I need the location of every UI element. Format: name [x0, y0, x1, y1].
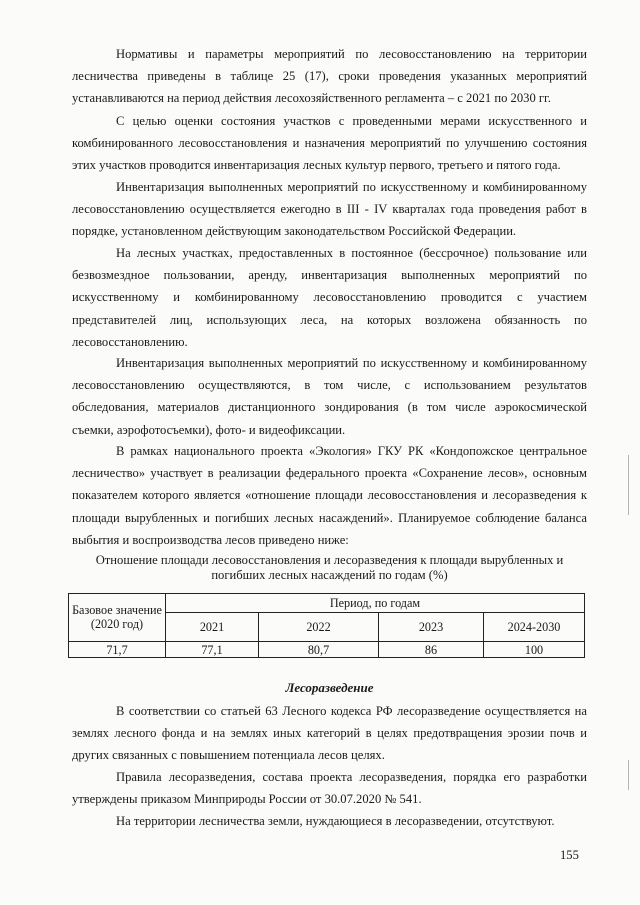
- scan-margin-line: [628, 760, 629, 790]
- page-number: 155: [560, 848, 579, 862]
- paragraph-2: С целью оценки состояния участков с проведенными мерами искусственного и комбинированного лесовосстановления и назначения мероприятий по улучшению состояния этих участков проводится инвентаризация лесных культур первого, третьего и пятого года.: [72, 114, 587, 173]
- value-cell: 100: [484, 642, 585, 658]
- base-value-header: Базовое значение (2020 год): [69, 594, 166, 642]
- value-cell: 80,7: [259, 642, 379, 658]
- table-caption: Отношение площади лесовосстановления и лесоразведения к площади вырубленных и погибших лесных насаждений по годам (%): [95, 553, 564, 582]
- year-header: 2024-2030: [484, 613, 585, 642]
- base-value-cell: 71,7: [69, 642, 166, 658]
- year-header: 2022: [259, 613, 379, 642]
- section-paragraph-1: В соответствии со статьей 63 Лесного кодекса РФ лесоразведение осуществляется на землях лесного фонда и на землях иных категорий в целях предотвращения эрозии почв и других связанных с повышением потенциала лесов целях.: [72, 704, 587, 763]
- section-title: Лесоразведение: [285, 680, 374, 695]
- paragraph-5: Инвентаризация выполненных мероприятий по искусственному и комбинированному лесовосстановлению осуществляются, в том числе, с использованием результатов обследования, материалов дистанционного зондирования (в том числе аэрокосмической съемки, аэрофотосъемки), фото- и видеофиксации.: [72, 356, 587, 437]
- period-header: Период, по годам: [166, 594, 585, 613]
- paragraph-1: Нормативы и параметры мероприятий по лесовосстановлению на территории лесничества приведены в таблице 25 (17), сроки проведения указанных мероприятий устанавливаются на период действия лесохозяйственного регламента – с 2021 по 2030 гг.: [72, 47, 587, 106]
- year-header: 2023: [379, 613, 484, 642]
- section-paragraph-2: Правила лесоразведения, состава проекта лесоразведения, порядка его разработки утверждены приказом Минприроды России от 30.07.2020 № 541.: [72, 770, 587, 807]
- forest-balance-table: [68, 593, 585, 658]
- paragraph-6: В рамках национального проекта «Экология» ГКУ РК «Кондопожское центральное лесничество» участвует в реализации федерального проекта «Сохранение лесов», основным показателем которого является «отношение площади лесовосстановления и лесоразведения к площади вырубленных и погибших лесных насаждений». Планируемое соблюдение баланса выбытия и воспроизводства лесов приведено ниже:: [72, 444, 587, 547]
- year-header: 2021: [166, 613, 259, 642]
- value-cell: 86: [379, 642, 484, 658]
- scan-margin-line: [628, 455, 629, 515]
- paragraph-3: Инвентаризация выполненных мероприятий по искусственному и комбинированному лесовосстановлению осуществляется ежегодно в III - IV кварталах года проведения работ в порядке, установленном действующим законодательством Российской Федерации.: [72, 180, 587, 239]
- section-paragraph-3: На территории лесничества земли, нуждающиеся в лесоразведении, отсутствуют.: [116, 814, 555, 828]
- value-cell: 77,1: [166, 642, 259, 658]
- table-row: [69, 642, 585, 658]
- paragraph-4: На лесных участках, предоставленных в постоянное (бессрочное) пользование или безвозмездное пользовании, аренду, инвентаризация выполненных мероприятий по искусственному и комбинированному лесовосстановлению проводится с участием представителей лиц, использующих леса, на которых возложена обязанность по лесовосстановлению.: [72, 246, 587, 349]
